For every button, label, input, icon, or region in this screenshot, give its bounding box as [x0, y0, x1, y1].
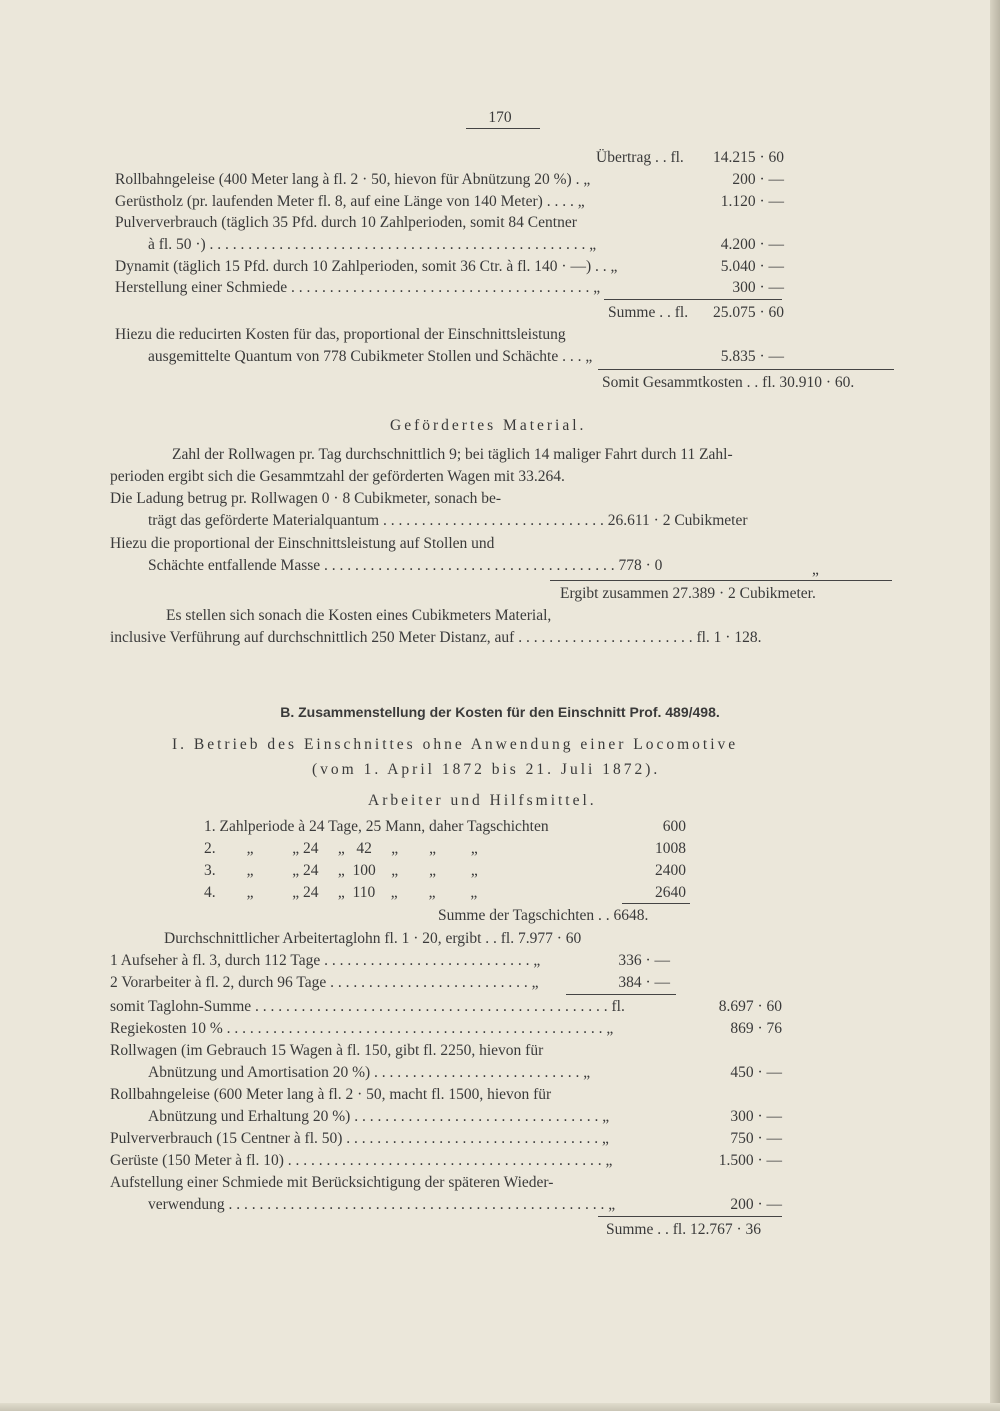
material-p4-line1: Es stellen sich sonach die Kosten eines Cubikmeters Material, [166, 607, 552, 624]
cost-pulver: Pulververbrauch (15 Centner à fl. 50) . . . . . . . . . . . . . . . . . . . . . . . . . . . . . . . . . „ [110, 1130, 609, 1147]
page-bottom-edge [0, 1403, 1000, 1411]
material-p3-line1: Hiezu die proportional der Einschnittsleistung auf Stollen und [110, 535, 495, 552]
carry-label: Übertrag . . fl. [596, 149, 684, 166]
cost-rollbahn-value: 300 · — [730, 1108, 782, 1125]
cost-taglohn-value: 8.697 · 60 [718, 998, 782, 1015]
sum-value: 25.075 · 60 [712, 304, 784, 321]
sum-rule [604, 299, 782, 300]
period-4: 4. „ „ 24 „ 110 „ „ „ [204, 884, 478, 901]
period-1-value: 600 [662, 818, 686, 835]
supervisor-rule [566, 994, 676, 995]
cost-schmiede-value: 200 · — [730, 1196, 782, 1213]
result-rule [550, 580, 892, 581]
supervisor-1: 1 Aufseher à fl. 3, durch 112 Tage . . . . . . . . . . . . . . . . . . . . . . . . . . . „ [110, 952, 541, 969]
cost-rollbahn: Rollbahngeleise (600 Meter lang à fl. 2 · 50, macht fl. 1500, hievon für [110, 1086, 552, 1103]
final-sum-rule [598, 1216, 782, 1217]
item-dynamit: Dynamit (täglich 15 Pfd. durch 10 Zahlperioden, somit 36 Ctr. à fl. 140 · —) . . „ [115, 258, 618, 275]
item-rollbahn: Rollbahngeleise (400 Meter lang à fl. 2 · 50, hievon für Abnützung 20 %) . „ [115, 171, 591, 188]
material-p2-line1: Die Ladung betrug pr. Rollwagen 0 · 8 Cubikmeter, sonach be- [110, 490, 502, 507]
supervisor-1-value: 336 · — [618, 952, 670, 969]
material-heading: Gefördertes Material. [390, 417, 587, 434]
cost-schmiede: Aufstellung einer Schmiede mit Berücksichtigung der späteren Wieder- [110, 1174, 554, 1191]
section-b-sub2: (vom 1. April 1872 bis 21. Juli 1872). [312, 761, 661, 778]
periods-rule [622, 903, 690, 904]
extra-value: 5.835 · — [720, 348, 784, 365]
item-pulver-value: 4.200 · — [720, 236, 784, 253]
sum-label: Summe . . fl. [608, 304, 689, 321]
avg-wage: Durchschnittlicher Arbeitertaglohn fl. 1 · 20, ergibt . . fl. 7.977 · 60 [164, 930, 582, 947]
final-sum: Summe . . fl. 12.767 · 36 [606, 1221, 761, 1238]
period-4-value: 2640 [655, 884, 686, 901]
extra-line2: ausgemittelte Quantum von 778 Cubikmeter Stollen und Schächte . . . „ [148, 348, 593, 365]
cost-rollbahn-cont: Abnützung und Erhaltung 20 %) . . . . . . . . . . . . . . . . . . . . . . . . . . . . . . . . „ [148, 1108, 610, 1125]
section-b-sub1: I. Betrieb des Einschnittes ohne Anwendung einer Locomotive [172, 736, 739, 753]
cost-rollwagen: Rollwagen (im Gebrauch 15 Wagen à fl. 150, gibt fl. 2250, hievon für [110, 1042, 544, 1059]
item-dynamit-value: 5.040 · — [720, 258, 784, 275]
period-3-value: 2400 [655, 862, 686, 879]
supervisor-2-value: 384 · — [618, 974, 670, 991]
cost-rollwagen-value: 450 · — [730, 1064, 782, 1081]
total-line: Somit Gesammtkosten . . fl. 30.910 · 60. [602, 374, 855, 391]
cost-gerueste-value: 1.500 · — [718, 1152, 782, 1169]
material-p3-ditto: „ [812, 561, 819, 578]
cost-gerueste: Gerüste (150 Meter à fl. 10) . . . . . . . . . . . . . . . . . . . . . . . . . . . . . . . . . . . . . . . . . „ [110, 1152, 613, 1169]
item-rollbahn-value: 200 · — [732, 171, 784, 188]
item-geruestholz-value: 1.120 · — [720, 193, 784, 210]
material-p1-line1: Zahl der Rollwagen pr. Tag durchschnittlich 9; bei täglich 14 maliger Fahrt durch 11 Zahl- [172, 446, 733, 463]
item-pulver: Pulververbrauch (täglich 35 Pfd. durch 10 Zahlperioden, somit 84 Centner [115, 214, 577, 231]
supervisor-2: 2 Vorarbeiter à fl. 2, durch 96 Tage . . . . . . . . . . . . . . . . . . . . . . . . . . „ [110, 974, 539, 991]
total-rule [598, 369, 894, 370]
item-schmiede: Herstellung einer Schmiede . . . . . . . . . . . . . . . . . . . . . . . . . . . . . . . . . . . . . . . „ [115, 279, 601, 296]
shifts-sum: Summe der Tagschichten . . 6648. [438, 907, 649, 924]
page-number: 170 [488, 109, 512, 126]
period-2: 2. „ „ 24 „ 42 „ „ „ [204, 840, 478, 857]
material-p3-line2: Schächte entfallende Masse . . . . . . . . . . . . . . . . . . . . . . . . . . . . . . . . . . . . . . 778 · 0 [148, 557, 663, 574]
page-number-rule [466, 128, 540, 129]
material-result: Ergibt zusammen 27.389 · 2 Cubikmeter. [560, 585, 816, 602]
material-p4-line2: inclusive Verführung auf durchschnittlich 250 Meter Distanz, auf . . . . . . . . . . . . . . . . . . . . . . . fl. 1 · 128. [110, 629, 762, 646]
extra-line1: Hiezu die reducirten Kosten für das, proportional der Einschnittsleistung [115, 326, 566, 343]
item-geruestholz: Gerüstholz (pr. laufenden Meter fl. 8, auf eine Länge von 140 Meter) . . . . „ [115, 193, 585, 210]
item-schmiede-value: 300 · — [732, 279, 784, 296]
period-3: 3. „ „ 24 „ 100 „ „ „ [204, 862, 478, 879]
cost-regie: Regiekosten 10 % . . . . . . . . . . . . . . . . . . . . . . . . . . . . . . . . . . . . . . . . . . . . . . . . . „ [110, 1020, 614, 1037]
cost-rollwagen-cont: Abnützung und Amortisation 20 %) . . . . . . . . . . . . . . . . . . . . . . . . . . . „ [148, 1064, 591, 1081]
cost-schmiede-cont: verwendung . . . . . . . . . . . . . . . . . . . . . . . . . . . . . . . . . . . . . . . . . . . . . . . . . „ [148, 1196, 616, 1213]
material-p1-line2: perioden ergibt sich die Gesammtzahl der geförderten Wagen mit 33.264. [110, 468, 565, 485]
carry-value: 14.215 · 60 [712, 149, 784, 166]
cost-regie-value: 869 · 76 [730, 1020, 782, 1037]
material-p2-line2: trägt das geförderte Materialquantum . . . . . . . . . . . . . . . . . . . . . . . . . . . . . 26.611 · 2 Cubikmeter [148, 512, 748, 529]
workers-heading: Arbeiter und Hilfsmittel. [368, 792, 597, 809]
cost-pulver-value: 750 · — [730, 1130, 782, 1147]
cost-taglohn: somit Taglohn-Summe . . . . . . . . . . . . . . . . . . . . . . . . . . . . . . . . . . . . . . . . . . . . . . fl. [110, 998, 625, 1015]
page-edge [990, 0, 1000, 1411]
period-2-value: 1008 [655, 840, 686, 857]
item-pulver-cont: à fl. 50 ·) . . . . . . . . . . . . . . . . . . . . . . . . . . . . . . . . . . . . . . . . . . . . . . . . . „ [148, 236, 597, 253]
period-1: 1. Zahlperiode à 24 Tage, 25 Mann, daher Tagschichten [204, 818, 549, 835]
section-b-title: B. Zusammenstellung der Kosten für den Einschnitt Prof. 489/498. [280, 704, 720, 720]
